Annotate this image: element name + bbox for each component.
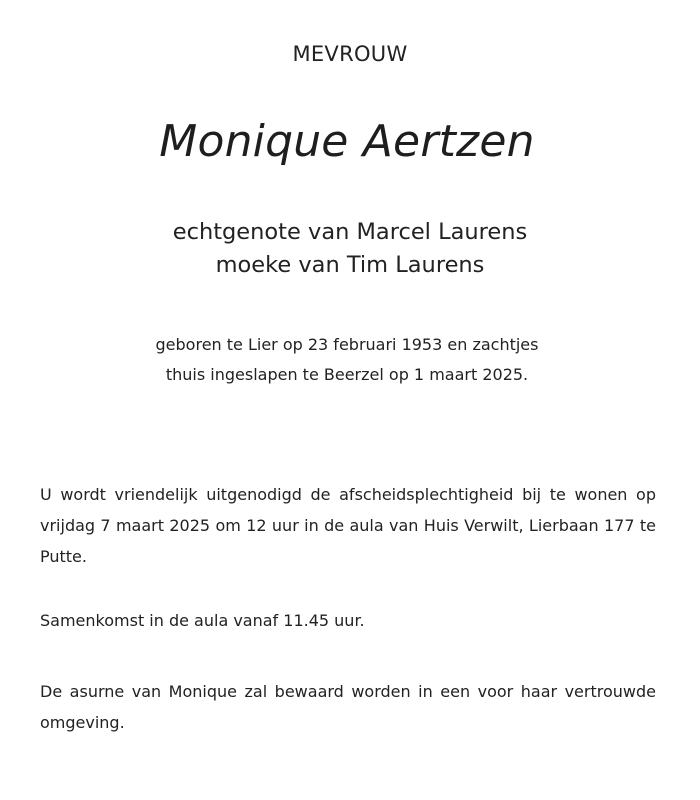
relations [0, 216, 700, 282]
deceased-name: Monique Aertzen [159, 116, 535, 167]
urn-info: De asurne van Monique zal bewaard worden in een voor haar vertrouwde omgeving. [40, 682, 656, 732]
gathering-info: Samenkomst in de aula vanaf 11.45 uur. [40, 611, 365, 630]
ceremony-invitation: U wordt vriendelijk uitgenodigd de afscheidsplechtigheid bij te wonen op vrijdag 7 maart 2025 om 12 uur in de aula van Huis Verwilt, Lierbaan 177 te Putte. [40, 485, 656, 566]
death-line: thuis ingeslapen te Beerzel op 1 maart 2025. [165, 365, 529, 384]
cropped-text-fragment [0, 0, 700, 3]
relation-child: moeke van Tim Laurens [215, 252, 485, 278]
birth-line: geboren te Lier op 23 februari 1953 en zachtjes [155, 335, 539, 354]
relation-spouse: echtgenote van Marcel Laurens [172, 219, 528, 245]
salutation: MEVROUW [292, 42, 408, 66]
birth-death-info [0, 330, 694, 390]
